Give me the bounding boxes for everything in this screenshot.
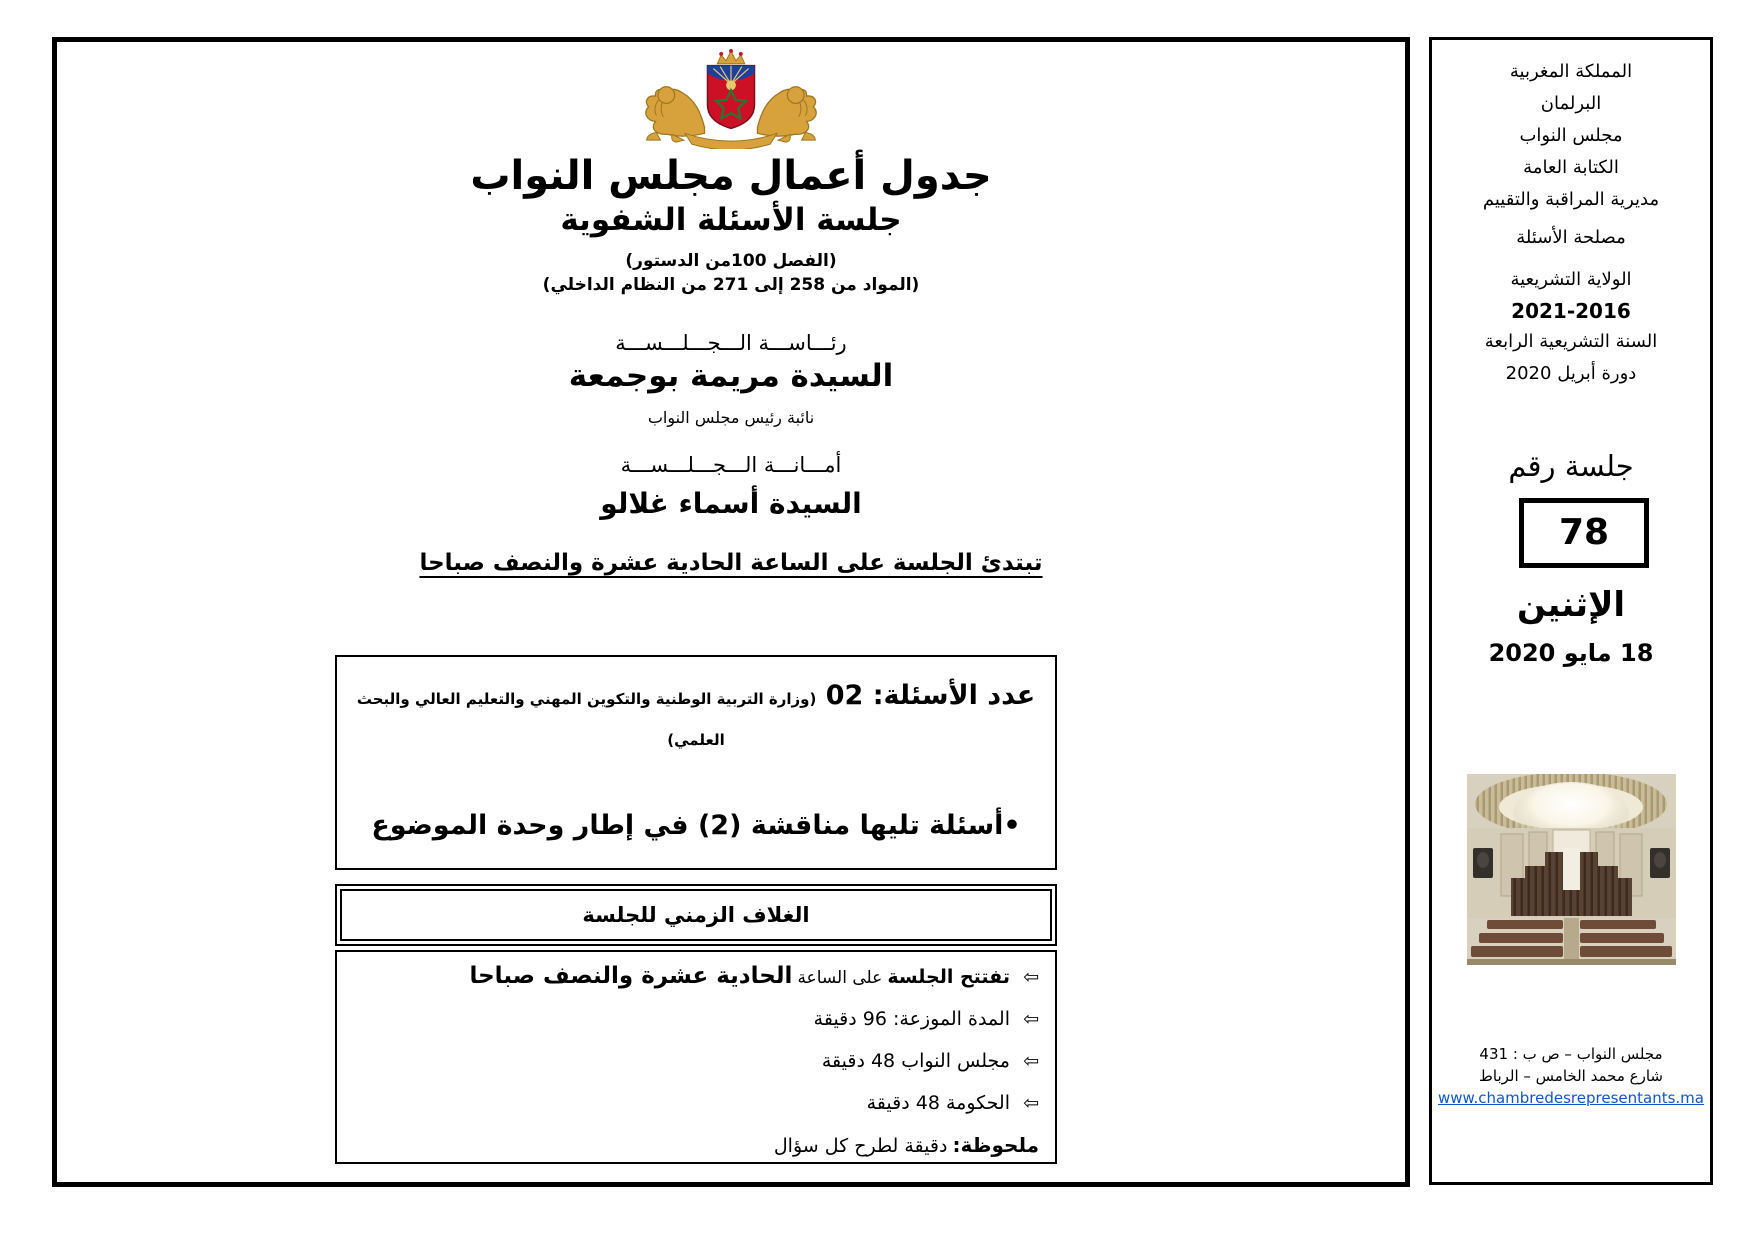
opening-time-text: الحادية عشرة والنصف صباحا <box>469 962 793 989</box>
presidency-label: رئـــاســـة الـــجـــلـــســـة <box>615 330 847 355</box>
org-line-house: مجلس النواب <box>1519 125 1623 146</box>
questions-count-text: عدد الأسئلة: 02 <box>825 679 1036 711</box>
left-arrow-icon: ⇦ <box>1023 1007 1039 1030</box>
session-period-line: دورة أبريل 2020 <box>1505 363 1637 384</box>
legal-reference-rules: (المواد من 258 إلى 271 من النظام الداخلي) <box>542 274 920 295</box>
document-title: جدول أعمال مجلس النواب <box>470 153 992 199</box>
lion-left <box>646 87 705 142</box>
sidebar-panel <box>1429 37 1713 1185</box>
session-start-notice: تبتدئ الجلسة على الساعة الحادية عشرة والنصف صباحا <box>419 549 1043 576</box>
parliament-chamber-photo <box>1467 774 1676 965</box>
legislative-term-years: 2021-2016 <box>1511 299 1631 323</box>
org-line-secretariat: الكتابة العامة <box>1523 157 1619 178</box>
session-number-value: 78 <box>1558 512 1610 553</box>
session-number-label: جلسة رقم <box>1508 449 1634 483</box>
time-row-opening <box>347 964 1039 990</box>
time-row-government <box>347 1091 1039 1116</box>
secretariat-name: السيدة أسماء غلالو <box>600 486 862 520</box>
left-arrow-icon: ⇦ <box>1023 965 1039 988</box>
session-type-title: جلسة الأسئلة الشفوية <box>560 202 902 238</box>
government-duration-text: الحكومة 48 دقيقة <box>866 1091 1010 1114</box>
time-cover-details-box <box>335 950 1057 1164</box>
questions-item-line: •أسئلة تليها مناقشة (2) في إطار وحدة الموضوع <box>371 809 1021 841</box>
main-document-panel <box>52 37 1410 1187</box>
session-number-box <box>1519 498 1649 568</box>
address-line-2: شارع محمد الخامس – الرباط <box>1479 1067 1663 1085</box>
legislative-year-line: السنة التشريعية الرابعة <box>1484 331 1658 352</box>
opening-bold-text: تفتتح الجلسة <box>887 965 1010 988</box>
time-row-house <box>347 1049 1039 1074</box>
time-row-allocated <box>347 1007 1039 1032</box>
time-cover-header-box <box>335 884 1057 946</box>
org-line-parliament: البرلمان <box>1540 93 1602 114</box>
questions-count-line <box>337 677 1055 759</box>
presidency-name: السيدة مريمة بوجمعة <box>568 357 894 394</box>
session-date: 18 مايو 2020 <box>1488 639 1654 667</box>
questions-count-box <box>335 655 1057 870</box>
org-line-directorate: مديرية المراقبة والتقييم <box>1482 189 1660 210</box>
time-cover-header: الغلاف الزمني للجلسة <box>582 902 810 927</box>
questions-ministry: (وزارة التربية الوطنية والتكوين المهني والتعليم العالي والبحث العلمي) <box>356 689 817 749</box>
note-text: دقيقة لطرح كل سؤال <box>773 1134 948 1157</box>
address-block <box>1432 1043 1710 1109</box>
presidency-role: نائبة رئيس مجلس النواب <box>647 407 815 427</box>
left-arrow-icon: ⇦ <box>1023 1049 1039 1072</box>
allocated-duration-text: المدة الموزعة: 96 دقيقة <box>813 1007 1010 1030</box>
house-duration-text: مجلس النواب 48 دقيقة <box>821 1049 1010 1072</box>
moroccan-coat-of-arms-icon <box>618 49 844 149</box>
left-arrow-icon: ⇦ <box>1023 1091 1039 1114</box>
time-row-note <box>347 1133 1039 1159</box>
org-line-kingdom: المملكة المغربية <box>1509 61 1633 82</box>
secretariat-label: أمـــانـــة الـــجـــلـــســـة <box>620 452 842 477</box>
legislative-term-label: الولاية التشريعية <box>1510 269 1632 290</box>
address-line-1: مجلس النواب – ص ب : 431 <box>1479 1045 1663 1063</box>
website-link[interactable]: www.chambredesrepresentants.ma <box>1438 1089 1704 1107</box>
session-day: الإثنين <box>1516 585 1626 625</box>
lion-right <box>757 87 816 142</box>
note-label: ملحوظة: <box>952 1132 1039 1157</box>
opening-mid-text: على الساعة <box>797 967 883 988</box>
org-line-questions-service: مصلحة الأسئلة <box>1516 227 1626 248</box>
legal-reference-constitution: (الفصل 100من الدستور) <box>625 250 837 271</box>
